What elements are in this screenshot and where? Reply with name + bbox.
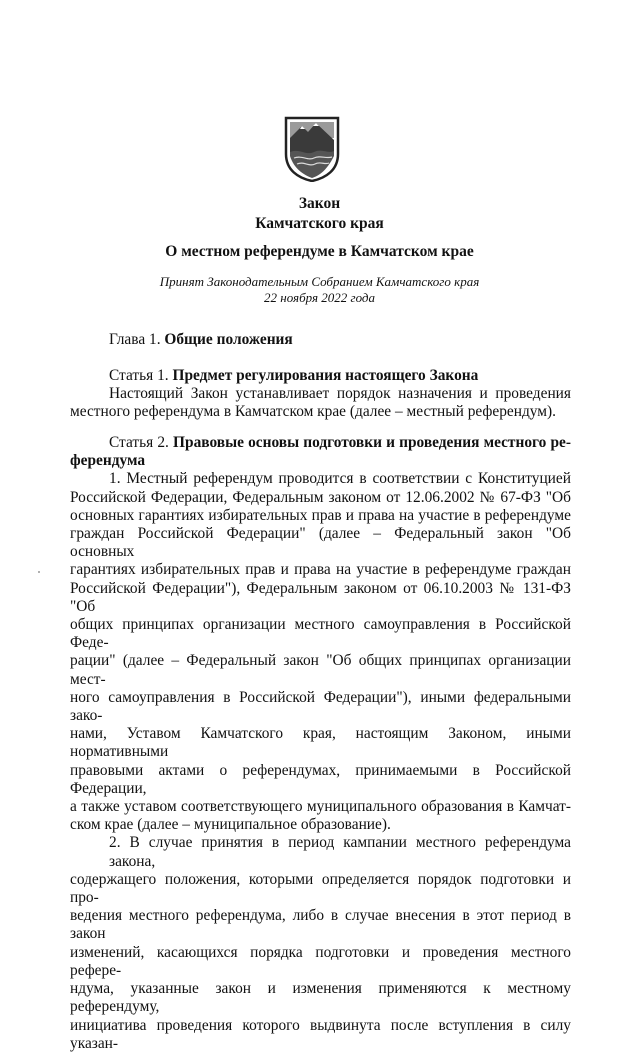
article-1 — [70, 367, 571, 422]
paragraph-line: правовыми актами о референдумах, принимаемыми в Российской Федерации, — [70, 761, 571, 797]
article-2-prefix: Статья 2. — [109, 434, 174, 451]
paragraph-line: Российской Федерации"), Федеральным законом от 06.10.2003 № 131-ФЗ "Об — [70, 579, 571, 615]
article-1-heading — [70, 367, 571, 385]
chapter-1-title: Общие положения — [164, 331, 293, 348]
law-title: О местном референдуме в Камчатском крае — [165, 243, 474, 260]
article-2-heading-cont — [70, 452, 571, 470]
paragraph-line: содержащего положения, которыми определяется порядок подготовки и про- — [70, 870, 571, 907]
paragraph-line: инициатива проведения которого выдвинута после вступления в силу указан- — [70, 1016, 571, 1052]
adoption-body: Принят Законодательным Собранием Камчатского края — [159, 274, 480, 289]
adoption-date: 22 ноября 2022 года — [264, 290, 375, 305]
article-2-title-line2: ферендума — [70, 452, 146, 470]
chapter-1-heading — [70, 331, 571, 349]
paragraph-line: граждан Российской Федерации" (далее – Федеральный закон "Об основных — [70, 525, 571, 561]
law-word: Закон — [298, 195, 341, 212]
article-1-line: Настоящий Закон устанавливает порядок назначения и проведения — [109, 385, 571, 403]
paragraph-line: рации" (далее – Федеральный закон "Об общих принципах организации мест- — [70, 652, 571, 688]
adoption-note — [0, 274, 639, 306]
paragraph-line: ндума, указанные закон и изменения применяются к местному референдуму, — [70, 980, 571, 1016]
paragraph-line: 2. В случае принятия в период кампании местного референдума закона, — [109, 834, 571, 870]
law-heading — [0, 194, 639, 234]
paragraph-line: нами, Уставом Камчатского края, настоящим Законом, иными нормативными — [70, 725, 571, 761]
paragraph-line: основных гарантиях избирательных прав и права на участие в референдуме — [70, 506, 571, 524]
kamchatka-coat-of-arms-icon — [282, 114, 342, 182]
paragraph-line: а также уставом соответствующего муниципального образования в Камчат- — [70, 798, 571, 816]
chapter-1-prefix: Глава 1. — [109, 331, 165, 348]
paragraph-line: ного самоуправления в Российской Федерации"), иными федеральными зако- — [70, 688, 571, 725]
article-2 — [70, 434, 571, 1053]
article-2-heading — [70, 434, 571, 452]
article-1-prefix: Статья 1. — [109, 367, 173, 384]
paragraph-line: ведения местного референдума, либо в случае внесения в этот период в закон — [70, 907, 571, 943]
paragraph-line: общих принципах организации местного самоуправления в Российской Феде- — [70, 616, 571, 652]
article-1-line: местного референдума в Камчатском крае (далее – местный референдум). — [70, 403, 557, 421]
law-region: Камчатского края — [255, 215, 384, 232]
paragraph-line: ском крае (далее – муниципальное образование). — [70, 816, 391, 834]
scan-speck — [38, 571, 40, 573]
article-1-title: Предмет регулирования настоящего Закона — [172, 367, 479, 384]
paragraph-line: гарантиях избирательных прав и права на участие в референдуме граждан — [70, 561, 571, 579]
paragraph-line: 1. Местный референдум проводится в соответствии с Конституцией — [109, 470, 571, 488]
paragraph-line: Российской Федерации, Федеральным законом от 12.06.2002 № 67-ФЗ "Об — [70, 488, 571, 506]
article-2-title-line1: Правовые основы подготовки и проведения местного ре- — [173, 434, 571, 451]
paragraph-line: изменений, касающихся порядка подготовки и проведения местного рефере- — [70, 943, 571, 979]
